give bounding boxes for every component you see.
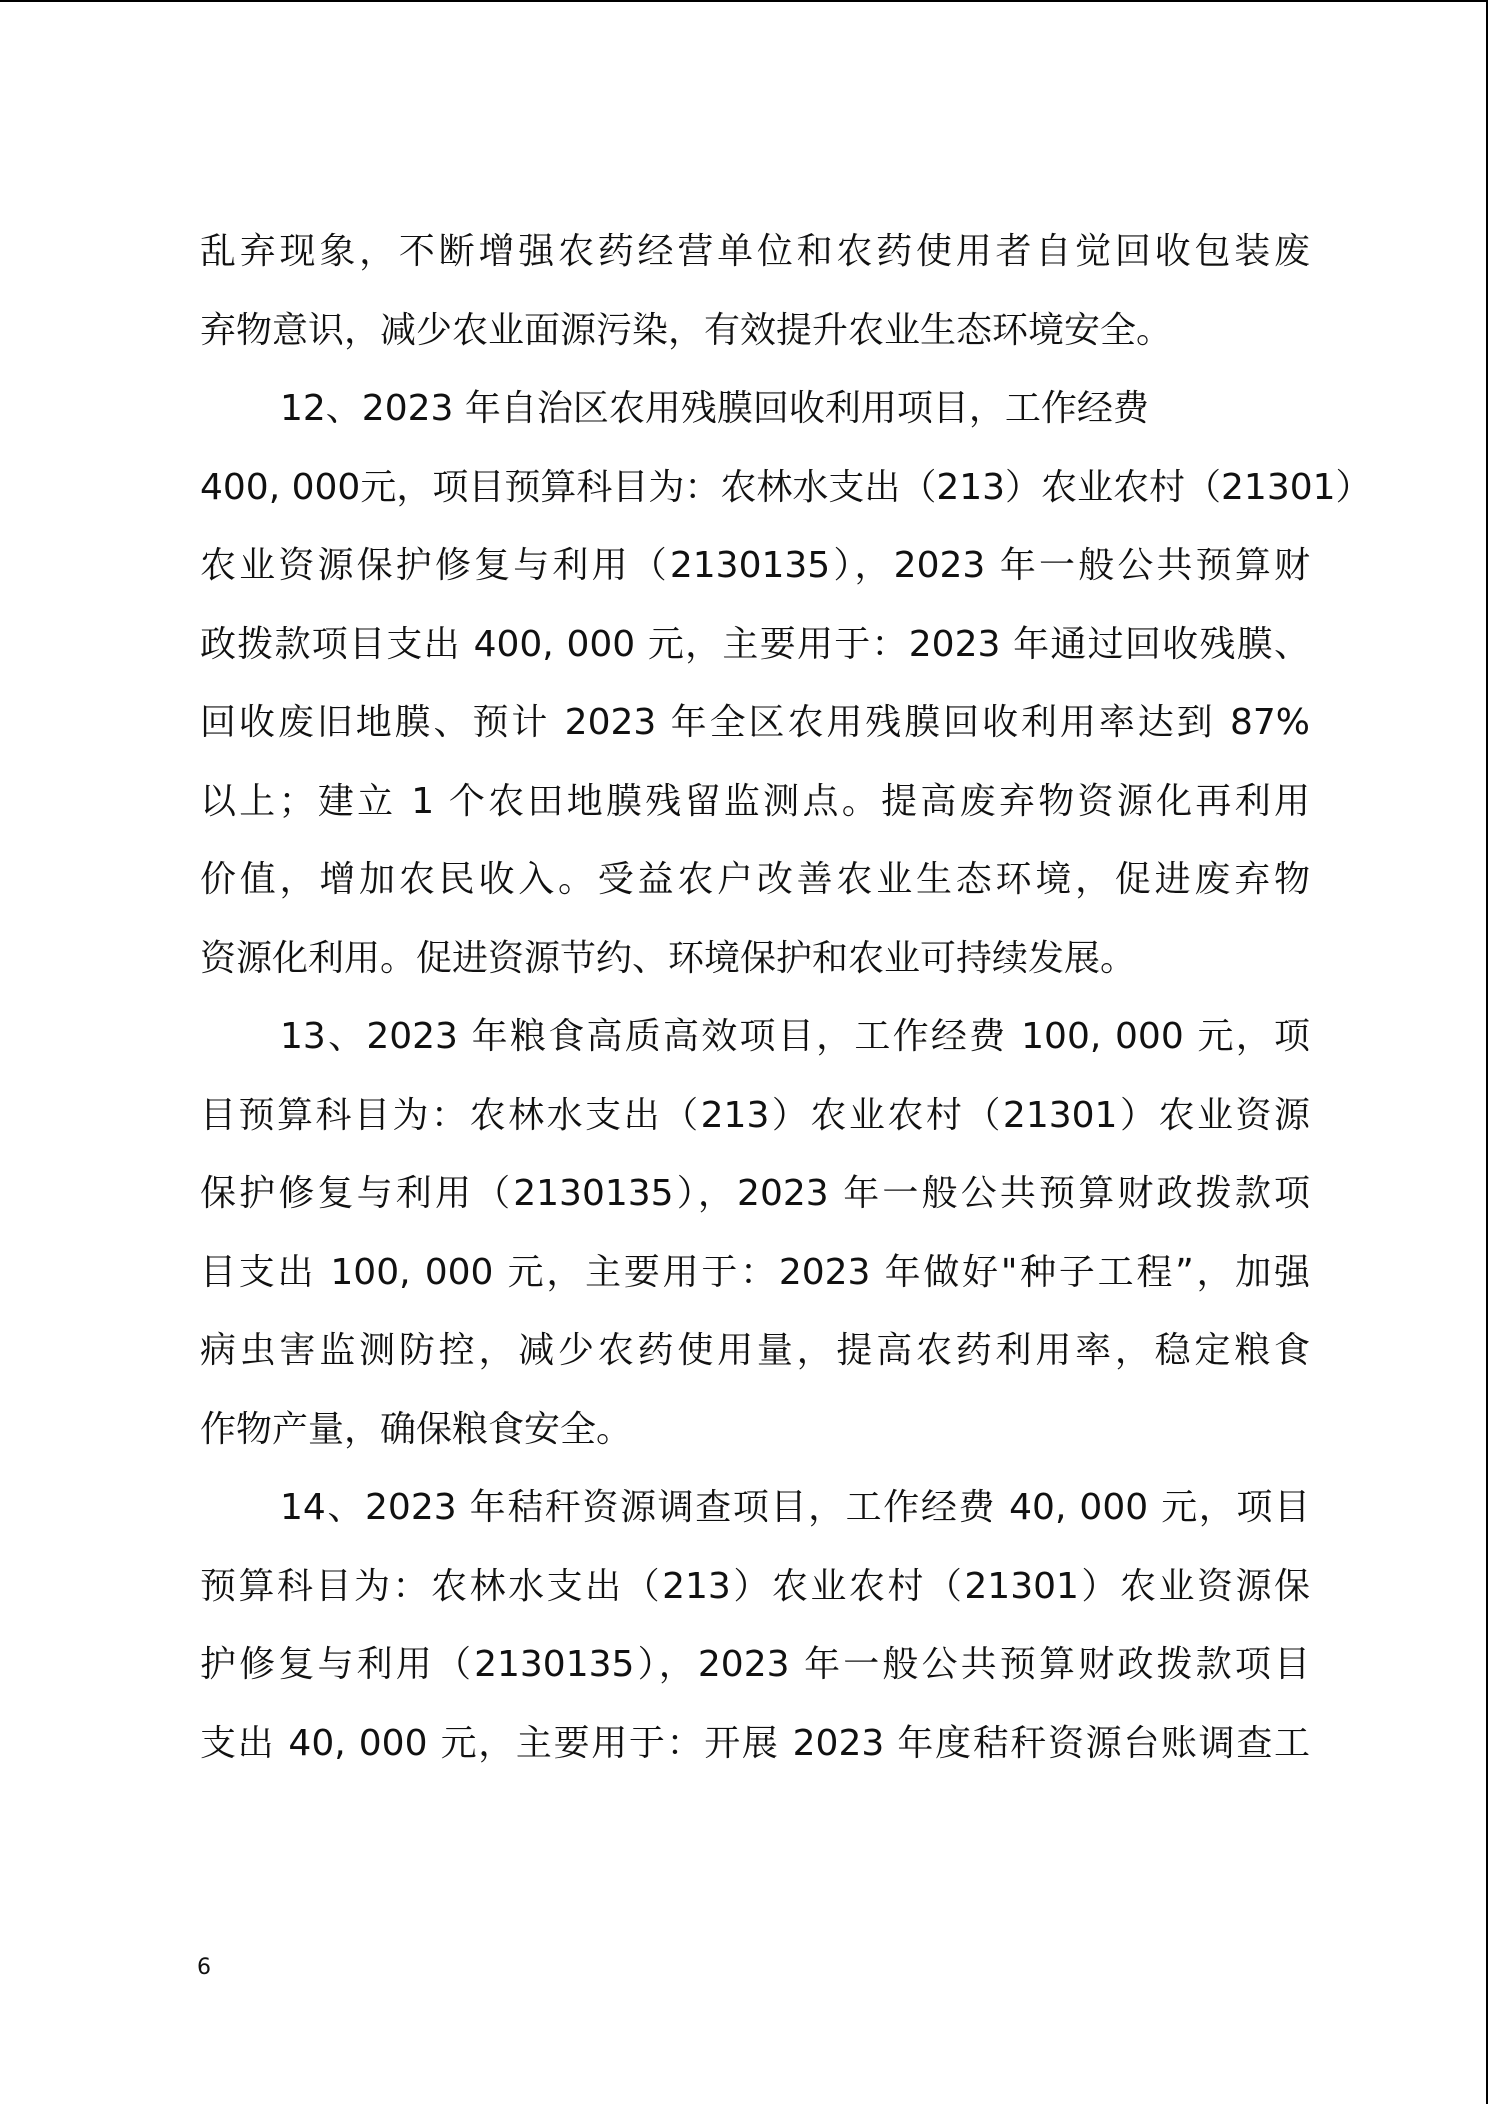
text-line: 支出 40, 000 元，主要用于：开展 2023 年度秸秆资源台账调查工 bbox=[200, 1722, 1310, 1764]
text-line: 目支出 100, 000 元，主要用于：2023 年做好"种子工程”，加强 bbox=[200, 1251, 1310, 1293]
text-line: 资源化利用。促进资源节约、环境保护和农业可持续发展。 bbox=[200, 937, 1137, 979]
text-line: 护修复与利用（2130135），2023 年一般公共预算财政拨款项目 bbox=[200, 1644, 1310, 1685]
text-line: 以上；建立 1 个农田地膜残留监测点。提高废弃物资源化再利用 bbox=[200, 780, 1310, 822]
text-line: 保护修复与利用（2130135），2023 年一般公共预算财政拨款项 bbox=[200, 1173, 1310, 1214]
text-line: 目预算科目为：农林水支出（213）农业农村（21301）农业资源 bbox=[200, 1094, 1310, 1136]
text-line: 14、2023 年秸秆资源调查项目，工作经费 40, 000 元，项目 bbox=[280, 1487, 1310, 1528]
text-line: 价值，增加农民收入。受益农户改善农业生态环境，促进废弃物 bbox=[200, 859, 1310, 900]
text-line: 回收废旧地膜、预计 2023 年全区农用残膜回收利用率达到 87% bbox=[200, 702, 1310, 743]
text-line: 12、2023 年自治区农用残膜回收利用项目，工作经费 bbox=[280, 388, 1149, 429]
text-line: 乱弃现象，不断增强农药经营单位和农药使用者自觉回收包装废 bbox=[200, 231, 1310, 272]
document-body bbox=[200, 222, 1372, 1792]
page-number: 6 bbox=[197, 1955, 211, 1980]
text-line: 13、2023 年粮食高质高效项目，工作经费 100, 000 元，项 bbox=[280, 1016, 1310, 1057]
text-line: 政拨款项目支出 400, 000 元，主要用于：2023 年通过回收残膜、 bbox=[200, 623, 1310, 665]
text-line: 作物产量，确保粮食安全。 bbox=[200, 1408, 633, 1450]
text-line: 弃物意识，减少农业面源污染，有效提升农业生态环境安全。 bbox=[200, 309, 1173, 351]
text-line: 病虫害监测防控，减少农药使用量，提高农药利用率，稳定粮食 bbox=[200, 1330, 1310, 1371]
page-border-top bbox=[0, 0, 1488, 2]
text-line: 400, 000元，项目预算科目为：农林水支出（213）农业农村（21301） bbox=[200, 466, 1372, 508]
text-line: 预算科目为：农林水支出（213）农业农村（21301）农业资源保 bbox=[200, 1565, 1310, 1607]
text-line: 农业资源保护修复与利用（2130135），2023 年一般公共预算财 bbox=[200, 545, 1310, 586]
